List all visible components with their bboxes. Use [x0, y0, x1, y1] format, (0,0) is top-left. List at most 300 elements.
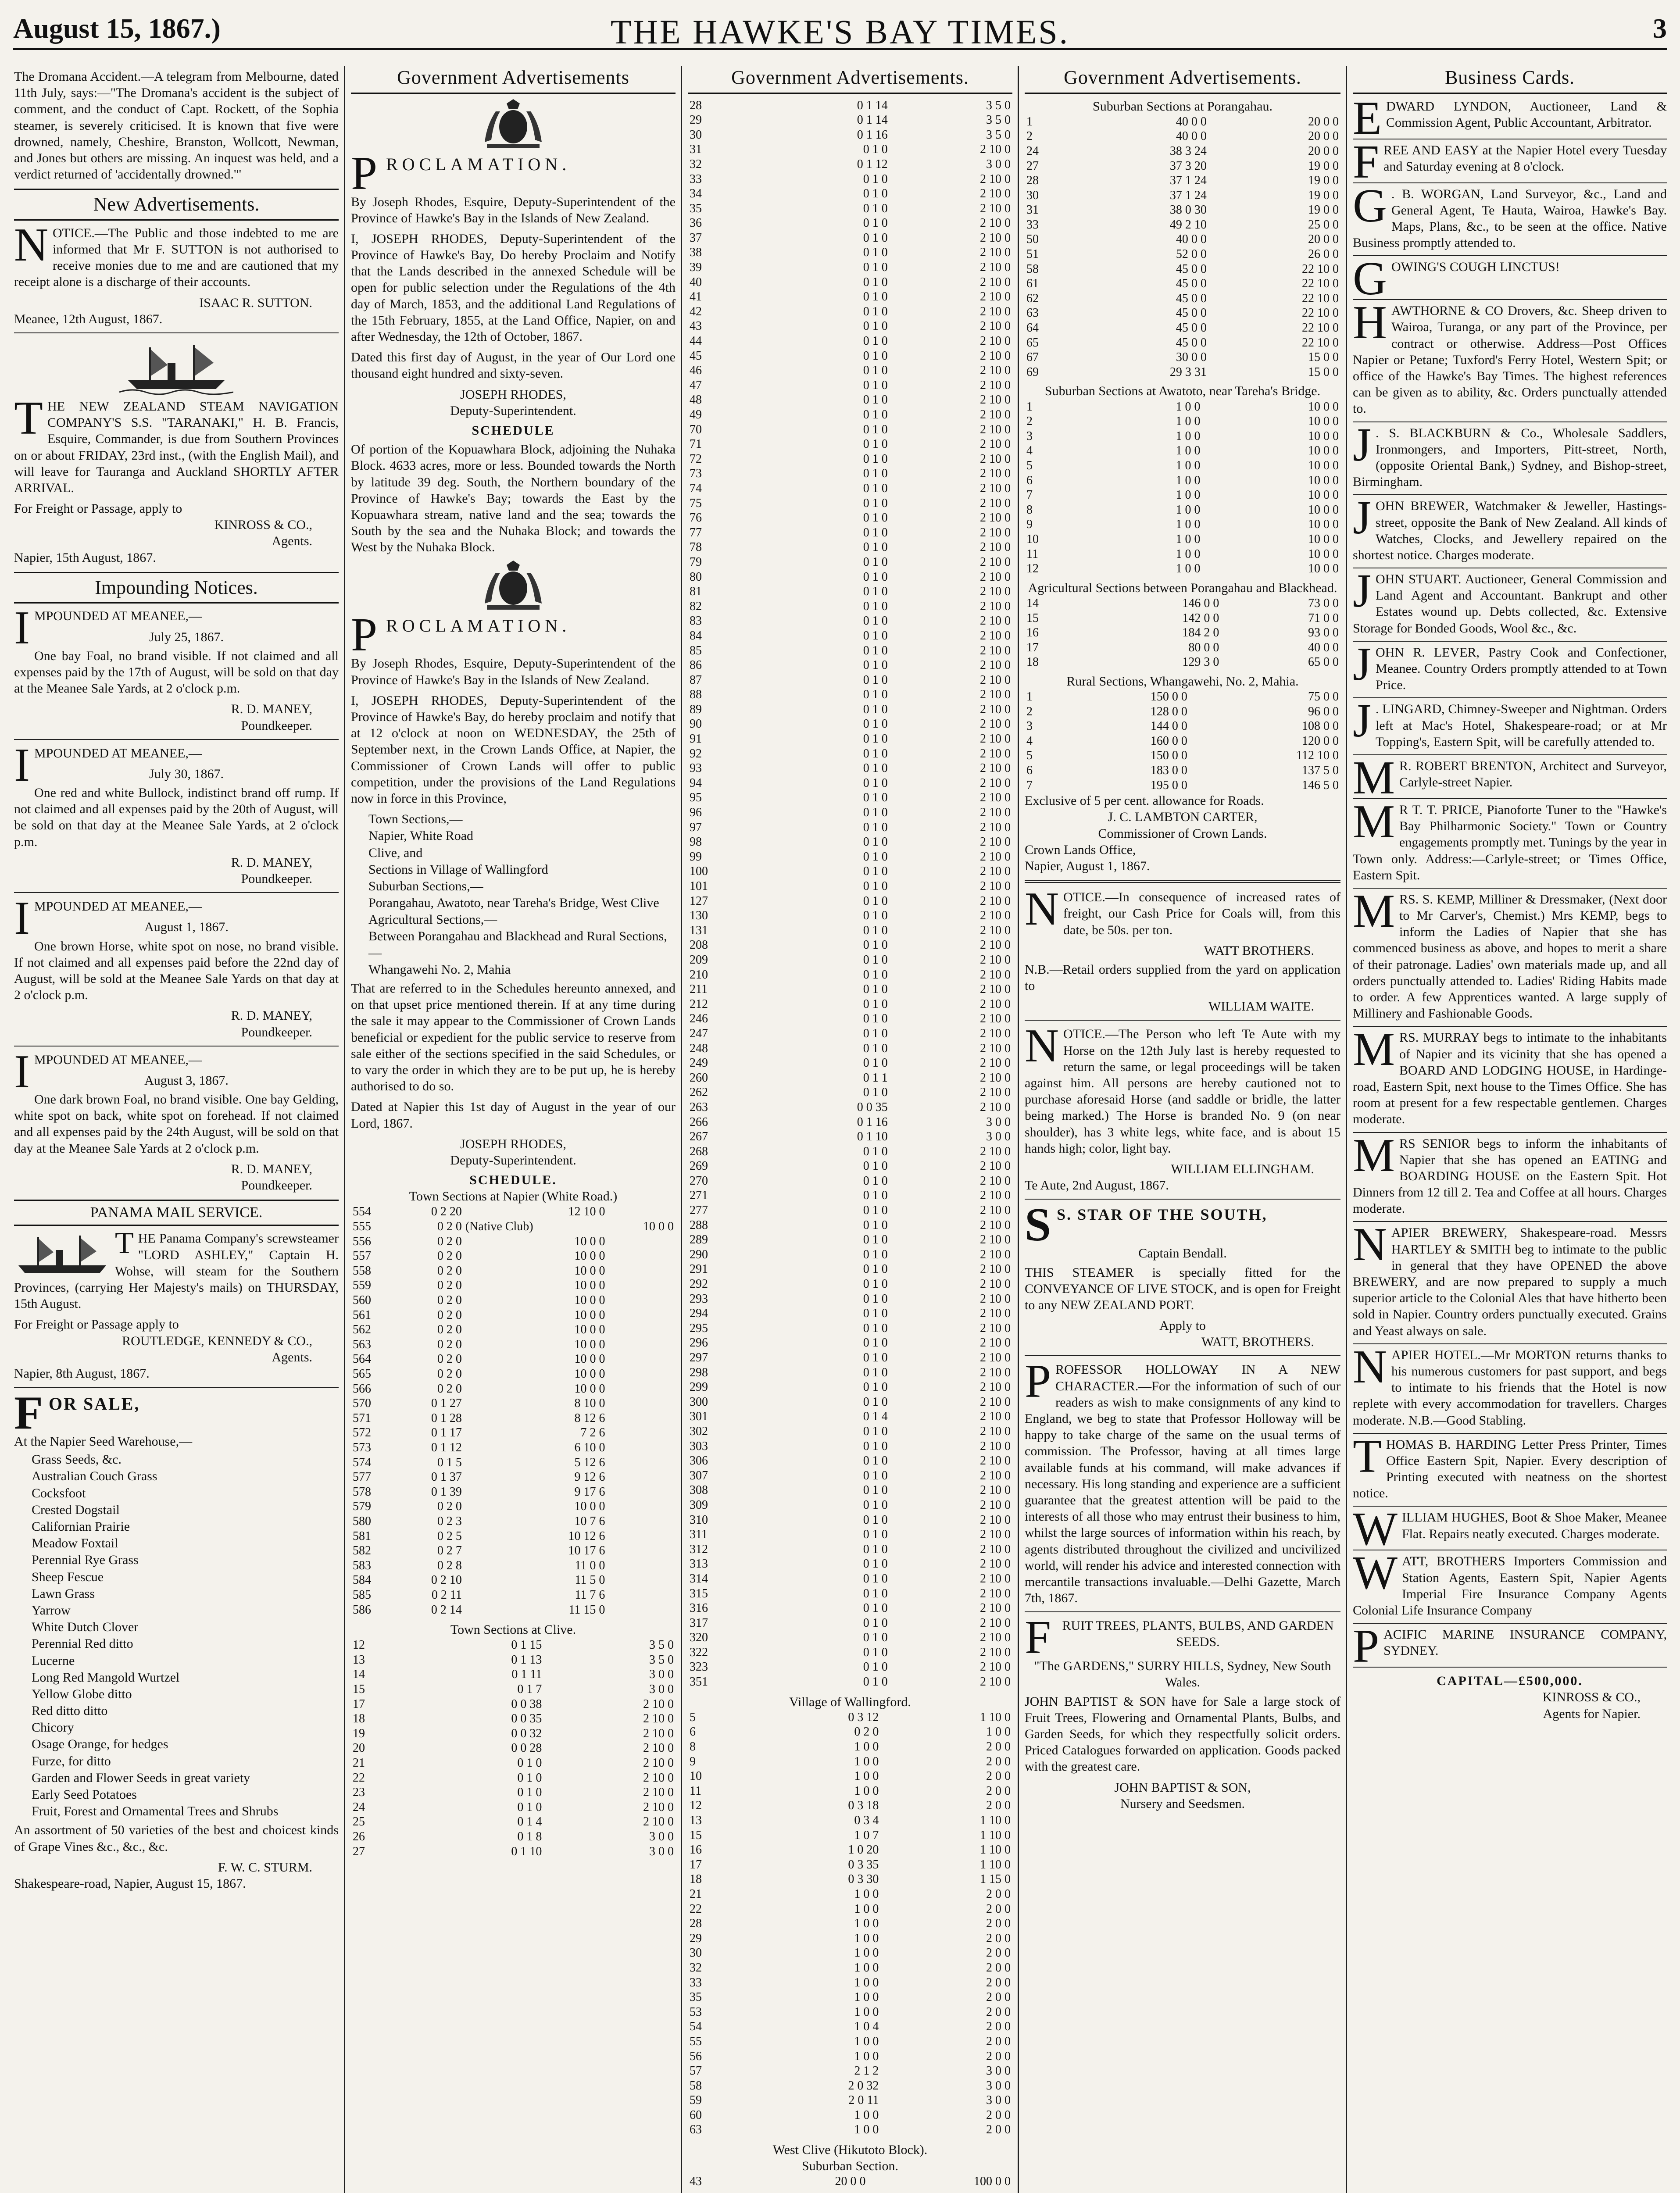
table-cell: 127 — [690, 894, 708, 908]
ellingham-notice: NOTICE.—The Person who left Te Aute with my Horse on the 12th July last is hereby requested to return the same, or legal proceedings will be taken against him. All persons are hereby cautioned not to purchase aforesaid Horse (and saddle or bridle, the latter being marked.) The Horse is branded No. 9 (on near shoulder), has 3 white legs, white face, and is about 15 hands high; color, light bay. — [1025, 1020, 1340, 1156]
table-cell: 580 — [353, 1514, 371, 1528]
table-row — [688, 1085, 1012, 1100]
table-row — [688, 1710, 1012, 1725]
table-cell: 249 — [690, 1056, 708, 1070]
table-cell: 5 — [1026, 458, 1033, 472]
table-cell: 79 — [690, 555, 702, 569]
table-cell: 2 10 0 — [980, 364, 1011, 378]
table-cell: 2 10 0 — [980, 1086, 1011, 1100]
table-cell: 571 — [353, 1411, 371, 1425]
table-cell: 0 1 0 — [863, 1424, 888, 1438]
table-cell: 0 1 0 — [863, 673, 888, 687]
table-cell: 33 — [690, 172, 702, 186]
table-cell: 10 0 0 — [574, 1323, 605, 1337]
table-row — [688, 304, 1012, 319]
table-row — [351, 1308, 676, 1323]
column-heading: Government Advertisements — [351, 66, 676, 94]
table-cell: 2 10 0 — [980, 1513, 1011, 1527]
table-cell: 0 1 0 — [863, 938, 888, 952]
table-cell: 17 — [353, 1697, 365, 1711]
table-cell: 0 1 0 — [863, 732, 888, 746]
table-cell: 0 1 12 — [431, 1440, 462, 1454]
impound-body: One dark brown Foal, no brand visible. One bay Gelding, white spot on back, white spot on forehead. If not claimed and all expenses paid by the 24th August, will be sold on that day at the Meanee Sale Yards at 2 o'clock p.m. — [14, 1092, 339, 1156]
business-card — [1353, 1340, 1667, 1429]
table-row — [351, 1264, 676, 1279]
table-cell: 0 1 0 — [863, 481, 888, 495]
table-cell: 38 0 30 — [1169, 203, 1207, 217]
table-cell: 19 0 0 — [1308, 203, 1339, 217]
list-item: Osage Orange, for hedges — [32, 1737, 168, 1752]
signature: ROUTLEDGE, KENNEDY & CO., — [122, 1333, 312, 1348]
table-row — [351, 1455, 676, 1470]
dateline: Napier, August 1, 1867. — [1025, 858, 1150, 873]
table-cell: 18 — [1026, 655, 1039, 669]
table-cell: 45 0 0 — [1176, 306, 1207, 320]
table-cell: 295 — [690, 1321, 708, 1335]
divider — [1353, 798, 1667, 799]
table-cell: 2 10 0 — [980, 1365, 1011, 1379]
table-cell: 20 0 0 — [1308, 232, 1339, 246]
table-cell: 560 — [353, 1293, 371, 1307]
table-row — [351, 1485, 676, 1500]
table-row — [688, 1513, 1012, 1528]
table-cell: 2 10 0 — [643, 1815, 674, 1829]
table-cell: 0 2 0 — [437, 1249, 462, 1263]
signature-title: Poundkeeper. — [241, 871, 312, 886]
table-row — [688, 2174, 1012, 2189]
table-row — [688, 98, 1012, 113]
table-cell: 2 10 0 — [980, 820, 1011, 834]
table-cell: 0 2 0 — [854, 1725, 879, 1739]
drop-capital: M — [1353, 885, 1395, 937]
table-row — [688, 1601, 1012, 1616]
table-cell: 4 — [1026, 734, 1033, 748]
table-cell: 10 0 0 — [1308, 400, 1339, 414]
table-cell: 570 — [353, 1397, 371, 1411]
page-number: 3 — [1653, 13, 1667, 44]
table-cell: 43 — [690, 2175, 702, 2189]
table-cell: 0 2 0 — [437, 1234, 462, 1248]
divider — [1353, 888, 1667, 889]
list-item: Long Red Mangold Wurtzel — [32, 1670, 180, 1685]
table-cell: 2 10 0 — [980, 1380, 1011, 1394]
table-cell: 2 10 0 — [643, 1726, 674, 1740]
table-row — [1025, 218, 1340, 232]
table-row — [351, 1382, 676, 1397]
table-row — [688, 879, 1012, 894]
card-text: . S. BLACKBURN & Co., Wholesale Saddlers, Ironmongers, and Importers, Pitt-street, North, (opposite Oriental Bank,) Sydney, and Bishop-street, Birmingham. — [1353, 425, 1667, 489]
table-cell: 0 1 0 — [863, 1336, 888, 1350]
table-cell: 2 10 0 — [980, 761, 1011, 775]
table-cell: 0 1 0 — [863, 1675, 888, 1689]
table-row — [688, 584, 1012, 599]
table-cell: 2 10 0 — [980, 1424, 1011, 1438]
table-row — [1025, 173, 1340, 188]
table-cell: 260 — [690, 1071, 708, 1085]
table-row — [1025, 734, 1340, 749]
column-heading: Business Cards. — [1353, 66, 1667, 94]
table-cell: 15 — [1026, 611, 1039, 625]
table-cell: 27 — [1026, 159, 1039, 173]
table-cell: 184 2 0 — [1182, 626, 1219, 640]
table-cell: 2 10 0 — [980, 1601, 1011, 1615]
table-row — [688, 820, 1012, 835]
table-cell: 80 — [690, 570, 702, 584]
dromana-article: The Dromana Accident.—A telegram from Melbourne, dated 11th July, says:—"The Dromana's accident is the subject of comment, and the conduct of Capt. Rockett, of the Sophia steamer, is severely criticised. It is known that five were drowned, namely, Cheshire, Branston, Wollcott, Newman, and Jones but others are missing. An inquest was held, and a verdict returned of 'accidentally drowned.'" — [14, 69, 339, 182]
table-row — [351, 1337, 676, 1352]
business-card — [1353, 1620, 1667, 1673]
table-cell: 40 0 0 — [1176, 232, 1207, 246]
table-cell: 29 — [690, 1931, 702, 1945]
table-cell: 16 — [690, 1843, 702, 1857]
table-cell: 2 10 0 — [980, 746, 1011, 761]
table-cell: 90 — [690, 717, 702, 731]
table-cell: 2 0 0 — [986, 2123, 1011, 2137]
table-cell: 10 0 0 — [574, 1293, 605, 1307]
table-cell: 2 0 0 — [986, 2108, 1011, 2122]
table-cell: 2 10 0 — [980, 1100, 1011, 1114]
table-cell: 277 — [690, 1204, 708, 1218]
table-row — [688, 643, 1012, 658]
card-text: OWING'S COUGH LINCTUS! — [1391, 260, 1560, 275]
table-row — [688, 319, 1012, 334]
table-row — [688, 216, 1012, 231]
table-row — [688, 1675, 1012, 1689]
table-cell: 29 — [690, 113, 702, 127]
table-row — [688, 938, 1012, 953]
drop-capital: G — [1353, 253, 1387, 305]
table-cell: 3 0 0 — [986, 1130, 1011, 1144]
table-cell: 0 1 0 — [863, 923, 888, 937]
table-cell: 6 — [1026, 764, 1033, 778]
table-cell: 8 12 6 — [574, 1411, 605, 1425]
table-cell: 13 — [353, 1653, 365, 1667]
table-cell: 86 — [690, 658, 702, 672]
table-cell: 270 — [690, 1174, 708, 1188]
table-cell: 77 — [690, 525, 702, 539]
table-row — [1025, 203, 1340, 218]
table-row — [688, 1188, 1012, 1203]
table-cell: 1 0 0 — [1176, 429, 1201, 443]
table-cell: 1 — [1026, 690, 1033, 704]
signature-title: Poundkeeper. — [241, 1025, 312, 1039]
table-cell: 0 1 0 — [517, 1786, 542, 1800]
table-row — [1025, 114, 1340, 129]
table-cell: 10 0 0 — [1308, 562, 1339, 576]
table-cell: 10 0 0 — [574, 1352, 605, 1366]
table-cell: 0 1 17 — [431, 1426, 462, 1440]
table-cell: 1 0 0 — [854, 1946, 879, 1960]
table-cell: 0 2 3 — [437, 1514, 462, 1528]
table-cell: 47 — [690, 378, 702, 392]
table-cell: 2 10 0 — [980, 1498, 1011, 1512]
table-cell: 45 0 0 — [1176, 321, 1207, 335]
table-cell: 2 10 0 — [980, 261, 1011, 275]
table-cell: 2 10 0 — [980, 481, 1011, 495]
table-row — [688, 1395, 1012, 1410]
table-cell: 297 — [690, 1351, 708, 1365]
allowance-note: Exclusive of 5 per cent. allowance for Roads. — [1025, 793, 1264, 808]
table-cell: 48 — [690, 393, 702, 407]
impound-body: One brown Horse, white spot on nose, no brand visible. If not claimed and all expenses paid before the 22nd day of August, will be sold at the Meanee Sale Yards on that day at 2 o'clock p.m. — [14, 939, 339, 1003]
drop-capital: M — [1353, 1129, 1395, 1182]
table-row — [688, 2049, 1012, 2064]
table-row — [688, 1769, 1012, 1784]
list-item: Crested Dogstail — [32, 1502, 120, 1517]
table-row — [688, 2108, 1012, 2123]
table-cell: 0 1 0 — [863, 1645, 888, 1659]
table-cell: 351 — [690, 1675, 708, 1689]
table-cell: 0 1 0 — [863, 1026, 888, 1040]
table-cell: 54 — [690, 2020, 702, 2034]
signature-title: Agents for Napier. — [1543, 1706, 1641, 1721]
table-row — [1025, 159, 1340, 174]
table-row — [688, 908, 1012, 923]
table-cell: 0 1 0 — [863, 364, 888, 378]
table-cell: 8 10 0 — [574, 1397, 605, 1411]
table-cell: 33 — [690, 1975, 702, 1989]
signature-title: Deputy-Superintendent. — [450, 1153, 576, 1168]
table-cell: 20 0 0 — [1308, 129, 1339, 143]
table-row — [688, 1739, 1012, 1754]
table-row — [1025, 689, 1340, 704]
table-cell: 0 1 0 — [863, 1395, 888, 1409]
table-cell: 0 1 0 — [863, 1292, 888, 1306]
list-item: Early Seed Potatoes — [32, 1787, 137, 1802]
table-row — [688, 496, 1012, 511]
table-cell: 2 10 0 — [980, 437, 1011, 451]
table-row — [688, 1990, 1012, 2005]
table-row — [688, 1247, 1012, 1262]
table-cell: 2 10 0 — [980, 599, 1011, 613]
table-row — [688, 1813, 1012, 1828]
list-item: Yarrow — [32, 1603, 71, 1618]
table-cell: 98 — [690, 835, 702, 849]
table-cell: 2 10 0 — [980, 717, 1011, 731]
table-cell: 0 1 0 — [863, 1468, 888, 1482]
table-cell: 2 0 0 — [986, 1902, 1011, 1916]
list-item: Sheep Fescue — [32, 1569, 104, 1584]
table-cell: 2 10 0 — [643, 1712, 674, 1726]
proclamation-dated: Dated this first day of August, in the year of Our Lord one thousand eight hundred and sixty-seven. — [351, 350, 676, 381]
signature: KINROSS & CO., — [1542, 1690, 1641, 1705]
table-row — [688, 1857, 1012, 1872]
table-cell: 6 — [690, 1725, 696, 1739]
drop-capital: J — [1353, 695, 1372, 747]
divider — [1025, 1355, 1340, 1356]
table-row — [351, 1543, 676, 1558]
table-cell: 2 10 0 — [980, 275, 1011, 289]
table-row — [1025, 561, 1340, 576]
list-item: Sections in Village of Wallingford — [368, 862, 548, 877]
table-cell: 1 15 0 — [980, 1872, 1011, 1886]
table-cell: 2 10 0 — [643, 1741, 674, 1755]
table-row — [351, 1829, 676, 1844]
table-cell: 563 — [353, 1337, 371, 1351]
table-cell: 2 0 0 — [986, 1887, 1011, 1901]
table-cell: 2 10 0 — [980, 319, 1011, 333]
watt-notice: NOTICE.—In consequence of increased rates of freight, our Cash Price for Coals will, from this date, be 50s. per ton. — [1025, 883, 1340, 937]
table-cell: 0 1 0 — [863, 349, 888, 363]
list-item: Porangahau, Awatoto, near Tareha's Bridge, West Clive — [368, 896, 659, 911]
table-cell: 129 3 0 — [1182, 655, 1219, 669]
table-cell: 0 1 10 — [857, 1130, 888, 1144]
table-row — [351, 1653, 676, 1668]
table-cell: 36 — [690, 216, 702, 230]
table-cell: 2 10 0 — [980, 1468, 1011, 1482]
table-cell: 323 — [690, 1660, 708, 1674]
card-text: RS SENIOR begs to inform the inhabitants of Napier that she has opened an EATING and BOARDING HOUSE on the Eastern Spit. Hot Dinners from 12 till 2. Tea and Coffee at all hours. Charges moderate. — [1353, 1136, 1667, 1216]
dateline: Napier, 15th August, 1867. — [14, 550, 156, 565]
table-cell: 2 0 0 — [986, 1769, 1011, 1783]
table-cell: 2 0 0 — [986, 1990, 1011, 2004]
fruit-body: JOHN BAPTIST & SON have for Sale a large stock of Fruit Trees, Flowering and Ornamental Plants, Bulbs, and Garden Seeds, for which they respectfully solicit orders. Priced Catalogues forwarded on application. Goods packed with the greatest care. — [1025, 1694, 1340, 1774]
divider — [1353, 697, 1667, 698]
table-cell: 2 — [1026, 704, 1033, 718]
table-row — [688, 422, 1012, 437]
table-row — [688, 1931, 1012, 1946]
list-item: Meadow Foxtail — [32, 1536, 118, 1551]
table-cell: 0 1 0 — [517, 1771, 542, 1785]
table-cell: 2 10 0 — [980, 172, 1011, 186]
card-text: . LINGARD, Chimney-Sweeper and Nightman. Orders left at Mac's Hotel, Shakespeare-road; or at Mr Topping's, Eastern Spit, will be carefully attended to. — [1376, 702, 1667, 749]
signature: R. D. MANEY, — [231, 1161, 312, 1176]
table-cell: 2 0 0 — [986, 2034, 1011, 2048]
table-cell: 40 — [690, 275, 702, 289]
table-cell: 299 — [690, 1380, 708, 1394]
business-card — [1353, 253, 1667, 305]
list-item: Red ditto ditto — [32, 1704, 108, 1718]
table-cell: 10 0 0 — [1308, 414, 1339, 429]
apply-line: Apply to — [1159, 1318, 1206, 1333]
list-item: Furze, for ditto — [32, 1754, 111, 1768]
table-cell: 2 10 0 — [980, 1204, 1011, 1218]
card-text: AWTHORNE & CO Drovers, &c. Sheep driven to Wairoa, Turanga, or any part of the Province, per contract or otherwise. Address—Post Offices Napier or Petane; Tuxford's Ferry Hotel, Western Spit; or office of the Hawke's Bay Times. The highest references can be given as to ability, &c. Orders punctually attended to. — [1353, 304, 1667, 416]
dateline: Meanee, 12th August, 1867. — [14, 311, 163, 326]
for-sale-close: An assortment of 50 varieties of the best and choicest kinds of Grape Vines &c., &c., &c. — [14, 1823, 339, 1854]
table-cell: 1 0 0 — [1176, 503, 1201, 517]
table-cell: 0 1 0 — [517, 1800, 542, 1814]
table-cell: 2 10 0 — [980, 1262, 1011, 1276]
divider — [1353, 1506, 1667, 1507]
list-item: Lawn Grass — [32, 1586, 95, 1601]
table-cell: 271 — [690, 1189, 708, 1203]
table-cell: 0 1 0 — [863, 1351, 888, 1365]
table-cell: 0 1 1 — [863, 1071, 888, 1085]
business-card — [1353, 179, 1667, 251]
table-cell: 0 1 0 — [863, 555, 888, 569]
signature: R. D. MANEY, — [231, 855, 312, 870]
table-cell: 1 0 4 — [854, 2020, 879, 2034]
table-cell: 0 1 0 — [863, 997, 888, 1011]
table-cell: 0 1 16 — [857, 1115, 888, 1129]
table-cell: 2 10 0 — [980, 496, 1011, 510]
for-sale-intro: At the Napier Seed Warehouse,— — [14, 1434, 193, 1449]
divider — [1025, 880, 1340, 883]
table-cell: 300 — [690, 1395, 708, 1409]
table-cell: 2 10 0 — [980, 201, 1011, 215]
table-row — [688, 289, 1012, 304]
business-card — [1353, 638, 1667, 693]
table-cell: 10 0 0 — [1308, 532, 1339, 546]
table-cell: 14 — [353, 1668, 365, 1682]
table-cell: 0 3 4 — [854, 1814, 879, 1828]
impound-notice: IMPOUNDED AT MEANEE,— — [14, 892, 202, 945]
table-cell: 24 — [353, 1800, 365, 1814]
table-cell: 10 0 0 — [1308, 444, 1339, 458]
table-cell: 1 0 0 — [854, 1769, 879, 1783]
table-cell: 2 0 0 — [986, 1931, 1011, 1945]
table-row — [688, 614, 1012, 629]
table-cell: 1 0 0 — [1176, 547, 1201, 561]
table-cell: 64 — [1026, 321, 1039, 335]
table-row — [688, 599, 1012, 614]
drop-capital: W — [1353, 1503, 1398, 1556]
panama-notice: THE Panama Company's screwsteamer "LORD ASHLEY," Captain H. Wohse, will steam for the Southern Provinces, (carrying Her Majesty's mails) on THURSDAY, 15th August. — [14, 1226, 339, 1311]
list-item: Agricultural Sections,— — [368, 912, 497, 927]
table-cell: 2 10 0 — [980, 422, 1011, 436]
table-row — [688, 1056, 1012, 1071]
table-cell: 296 — [690, 1336, 708, 1350]
list-item: Yellow Globe ditto — [32, 1686, 132, 1701]
divider — [1353, 494, 1667, 495]
divider — [1353, 754, 1667, 755]
table-cell: 10 0 0 — [574, 1337, 605, 1351]
table-row — [688, 2019, 1012, 2034]
table-cell: 0 1 14 — [857, 98, 888, 112]
table-cell: 19 — [353, 1726, 365, 1740]
table-cell: 27 — [353, 1844, 365, 1858]
table-cell: 80 0 0 — [1188, 640, 1219, 654]
table-cell: 1 0 0 — [854, 1931, 879, 1945]
business-card — [1353, 92, 1667, 144]
table-cell: 14 — [1026, 596, 1039, 610]
table-cell: 160 0 0 — [1150, 734, 1187, 748]
table-cell: 2 10 0 — [980, 835, 1011, 849]
table-cell: 2 0 0 — [986, 1754, 1011, 1768]
impound-body: One red and white Bullock, indistinct brand off rump. If not claimed and all expenses paid by the 20th of August, will be sold on that day at the Meanee Sale Yards, at 2 o'clock p.m. — [14, 786, 339, 849]
table-cell: 49 2 10 — [1169, 218, 1207, 232]
table-cell: 1 0 0 — [854, 2108, 879, 2122]
steamship-icon — [119, 339, 233, 396]
proclamation-by: By Joseph Rhodes, Esquire, Deputy-Superintendent of the Province of Hawke's Bay in the Islands of New Zealand. — [351, 656, 676, 687]
table-cell: 76 — [690, 511, 702, 525]
table-row — [688, 2005, 1012, 2020]
table-cell: 294 — [690, 1307, 708, 1321]
list-item: Australian Couch Grass — [32, 1469, 157, 1484]
table-cell: 46 — [690, 364, 702, 378]
table-row — [351, 1573, 676, 1588]
table-row — [688, 658, 1012, 673]
table-cell: 16 — [1026, 626, 1039, 640]
table-row — [688, 923, 1012, 938]
divider — [1025, 1611, 1340, 1612]
table-cell: 315 — [690, 1586, 708, 1600]
table-cell: 45 0 0 — [1176, 336, 1207, 350]
table-cell: 2 1 2 — [854, 2064, 879, 2078]
table-cell: 0 2 0 — [437, 1264, 462, 1278]
table-cell: 1 0 0 — [1176, 414, 1201, 429]
table-row — [688, 275, 1012, 290]
business-card — [1353, 1430, 1667, 1502]
table-cell: 2 10 0 — [980, 1174, 1011, 1188]
table-row — [688, 1144, 1012, 1159]
table-cell: 0 1 0 — [863, 511, 888, 525]
table-cell: 2 10 0 — [980, 1542, 1011, 1556]
table-cell: 96 0 0 — [1308, 704, 1339, 718]
table-cell: 1 0 0 — [1176, 562, 1201, 576]
table-cell: 195 0 0 — [1150, 778, 1187, 792]
